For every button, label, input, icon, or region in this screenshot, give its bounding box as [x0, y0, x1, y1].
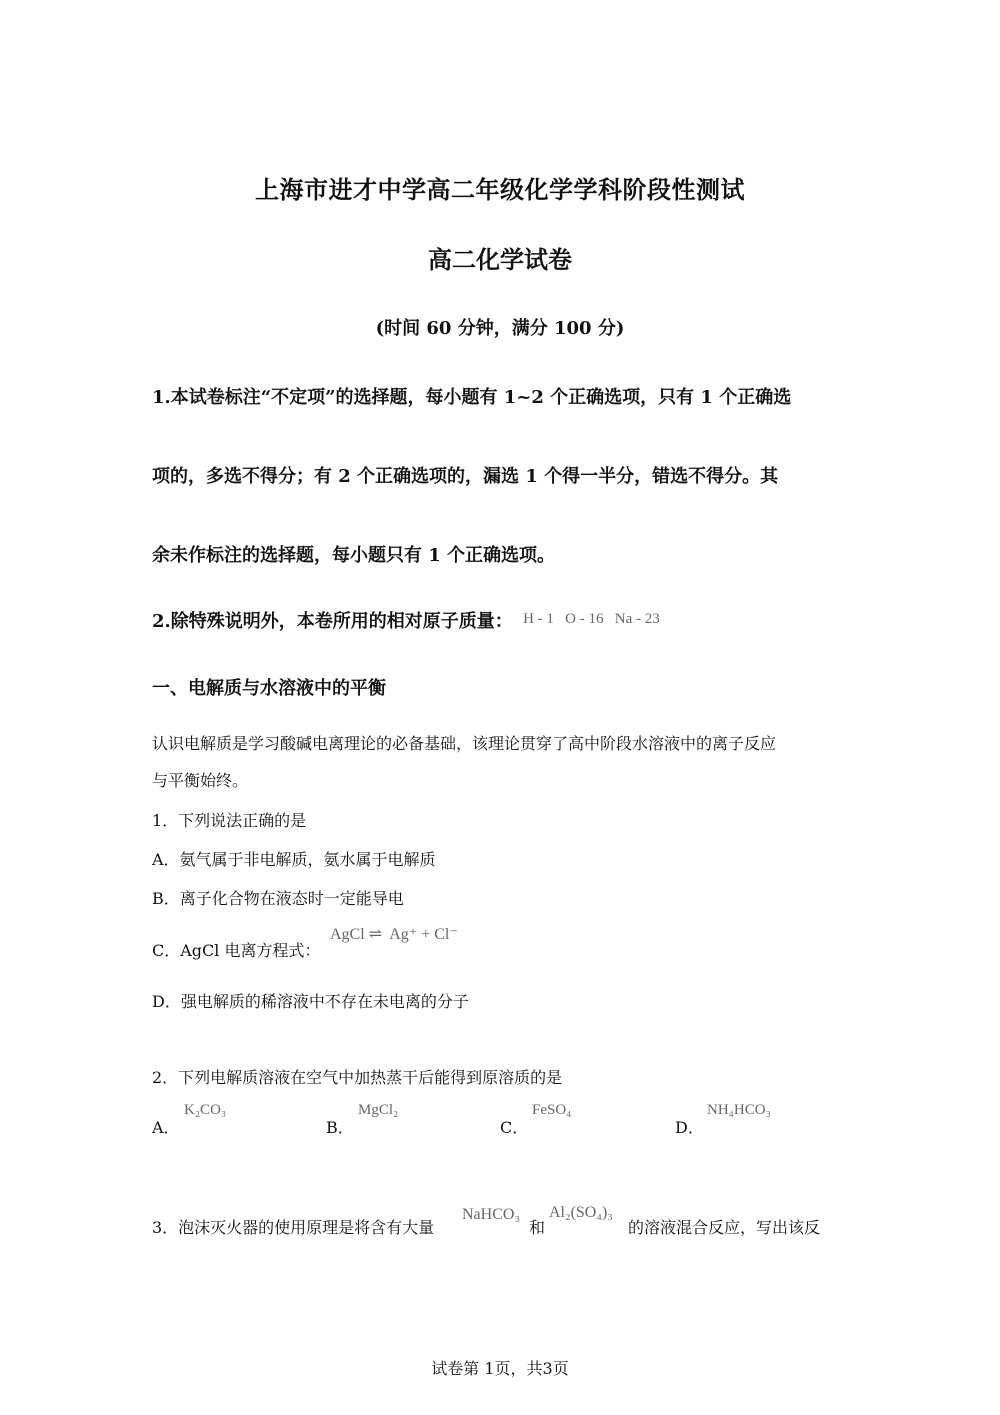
option-label: C．: [500, 1118, 529, 1137]
question-2-stem: 2．下列电解质溶液在空气中加热蒸干后能得到原溶质的是: [152, 1068, 563, 1087]
section-intro-line-2: 与平衡始终。: [152, 771, 249, 790]
nahco3-formula: NaHCO₃: [462, 1206, 521, 1223]
question-3-stem-end: 的溶液混合反应，写出该反: [628, 1218, 821, 1237]
section-heading: 一、电解质与水溶液中的平衡: [152, 678, 386, 699]
question-3-stem-and: 和: [529, 1218, 546, 1237]
option-label: D．: [675, 1118, 704, 1137]
option-formula: K₂CO₃: [184, 1102, 227, 1118]
instruction-line-2: 项的，多选不得分；有 2 个正确选项的，漏选 1 个得一半分，错选不得分。其: [152, 466, 779, 487]
question-1-option-b: B．离子化合物在液态时一定能导电: [152, 889, 404, 908]
exam-time-score: (时间 60 分钟，满分 100 分): [375, 318, 625, 339]
question-1-option-d: D．强电解质的稀溶液中不存在未电离的分子: [152, 992, 469, 1011]
option-label: A．: [152, 1118, 180, 1137]
page-footer: 试卷第 1页，共3页: [431, 1359, 569, 1378]
option-formula: FeSO₄: [532, 1102, 572, 1118]
instruction-atomic-mass-label: 2.除特殊说明外，本卷所用的相对原子质量：: [152, 611, 513, 632]
exam-school-title: 上海市进才中学高二年级化学学科阶段性测试: [255, 175, 745, 204]
question-1-option-c: C．AgCl 电离方程式：: [152, 941, 321, 960]
agcl-ionization-equation: AgCl ⇌ Ag⁺ + Cl⁻: [330, 926, 458, 943]
option-label: B．: [326, 1118, 354, 1137]
option-formula: NH₄HCO₃: [707, 1102, 771, 1118]
question-1-option-a: A．氨气属于非电解质，氨水属于电解质: [152, 850, 436, 869]
question-1-stem: 1．下列说法正确的是: [152, 811, 307, 830]
section-intro-line-1: 认识电解质是学习酸碱电离理论的必备基础，该理论贯穿了高中阶段水溶液中的离子反应: [152, 734, 777, 753]
instruction-line-1: 1.本试卷标注“不定项”的选择题，每小题有 1~2 个正确选项，只有 1 个正确选: [152, 387, 792, 408]
question-3-stem: [152, 1204, 852, 1238]
instruction-line-3: 余未作标注的选择题，每小题只有 1 个正确选项。: [152, 545, 556, 566]
option-formula: MgCl₂: [358, 1102, 399, 1118]
instruction-line-4: [152, 607, 660, 633]
question-2-options: [152, 1102, 852, 1142]
atomic-masses: H - 1 O - 16 Na - 23: [523, 611, 660, 627]
exam-paper-title: 高二化学试卷: [428, 245, 572, 274]
question-3-stem-start: 3．泡沫灭火器的使用原理是将含有大量: [152, 1218, 435, 1237]
al2so43-formula: Al₂(SO₄)₃: [549, 1204, 613, 1221]
